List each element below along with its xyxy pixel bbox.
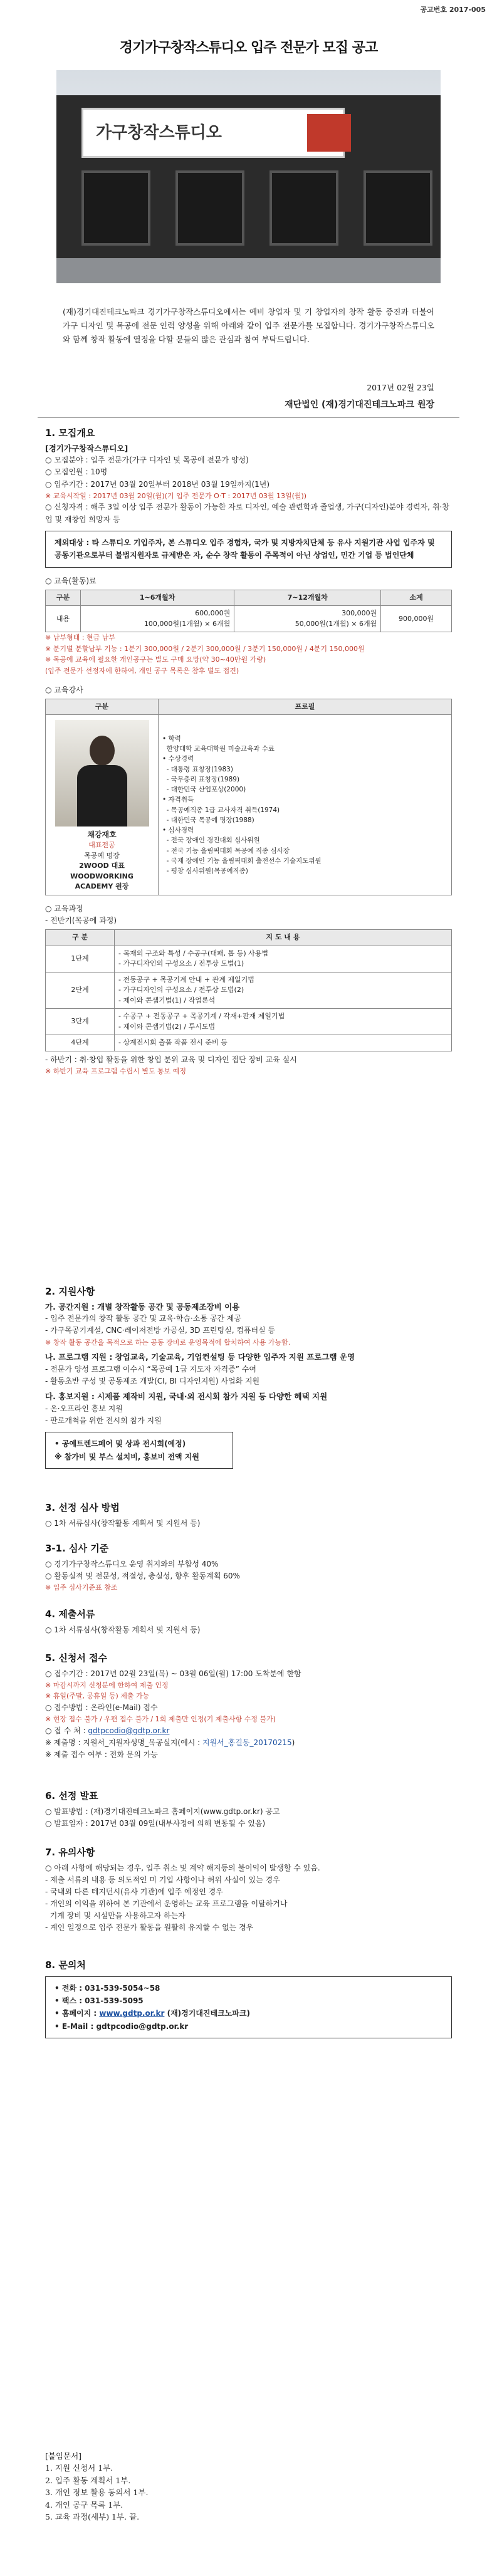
- fee-note: (입주 전문가 선정자에 한하여, 개인 공구 목록은 참후 별도 접견): [45, 667, 239, 675]
- application-note: ※ 마감시까지 신청분에 한하여 제출 인정: [45, 1681, 169, 1689]
- studio-sign: 가구창작스튜디오: [81, 108, 345, 158]
- curriculum-note: ※ 하반기 교육 프로그램 수립시 별도 통보 예정: [45, 1066, 186, 1075]
- table-cell: 900,000원: [381, 606, 452, 632]
- profile-line: - 국제 장애인 기능 올림픽대회 출전선수 기술지도위원: [162, 857, 322, 865]
- table-header: 프로필: [159, 699, 452, 715]
- support-item: 나. 프로그램 지원 : 창업교육, 기술교육, 기업컨설팅 등 다양한 입주자 지원 프로그램 운영: [45, 1352, 355, 1362]
- content-cell: - 수공구 + 전동공구 + 목공기계 / 각재+판재 제일기법 - 제이와 콘셉기법(2) / 투시도법: [115, 1009, 452, 1035]
- content-cell: - 전동공구 + 목공기계 안내 + 관계 제일기법 - 가구디자인의 구성요소 / 전투상 도법(2) - 제이와 콘셉기법(1) / 작업론석: [115, 972, 452, 1009]
- application-line: ※ 제출 접수 여부 : 전화 문의 가능: [45, 1750, 158, 1760]
- overview-line: ○ 입주기간 : 2017년 03월 20일부터 2018년 03월 19일까지(1년): [45, 479, 270, 489]
- criteria-line: ○ 경기가구창작스튜디오 운영 취지와의 부합성 40%: [45, 1559, 219, 1568]
- section-criteria: [45, 1541, 452, 1593]
- section-support: [45, 1285, 452, 1469]
- filename-line: [45, 1737, 452, 1749]
- homepage-end: (재)경기대진테크노파크): [164, 2009, 250, 2018]
- table-header: 구분: [46, 590, 81, 606]
- instructor-title: ACADEMY 원장: [75, 882, 129, 891]
- precaution-line: - 제출 서류의 내용 등 의도적인 미 기입 사항이나 허위 사실이 있는 경우: [45, 1875, 280, 1884]
- precaution-line: ○ 아래 사항에 해당되는 경우, 입주 취소 및 계약 해지등의 불이익이 발생할 수 있음.: [45, 1863, 320, 1872]
- application-line: ○ 접수방법 : 온라인(e-Mail) 접수: [45, 1703, 158, 1712]
- instructor-title: 2WOOD 대표: [79, 862, 125, 870]
- screening-line: ○ 1차 서류심사(창작활동 계획서 및 지원서 등): [45, 1518, 201, 1528]
- contact-fax: • 팩스 : 031-539-5095: [55, 1996, 144, 2005]
- precaution-line: - 계인 일정으로 입주 전문가 활동을 원활히 유지할 수 없는 경우: [45, 1923, 254, 1932]
- fee-label: ○ 교육(활동)료: [45, 576, 97, 585]
- section-application: [45, 1651, 452, 1761]
- attachment-item: 5. 교육 과정(세부) 1부. 끝.: [45, 2511, 140, 2521]
- intro-text: (재)경기대진테크노파크 경기가구창작스튜디오에서는 예비 창업자 및 기 창업자의 창작 활동 증진과 더불어 가구 디자인 및 목공에 전문 인력 양성을 위해 아래와 같이 입주 전문가를 모집합니다. 경기가구창작스튜디오와 함께 창작 활동에 열정을 다할 분들의 많은 관심과 참여 부탁드립니다.: [63, 307, 434, 344]
- profile-line: - 전국 기능 올림픽대회 목공예 직종 심사장: [162, 847, 290, 855]
- table-cell: 300,000원 50,000원(1개월) × 6개월: [234, 606, 381, 632]
- instructor-profile: [159, 715, 452, 895]
- attachment-item: 2. 입주 활동 계획서 1부.: [45, 2475, 131, 2485]
- section-heading: 1. 모집개요: [45, 427, 95, 439]
- section-heading: 5. 신청서 접수: [45, 1652, 108, 1664]
- curriculum-note: - 하반기 : 취·창업 활동을 위한 창업 분위 교육 및 디자인 접단 장비 교육 실시: [45, 1055, 297, 1064]
- section-overview: [45, 426, 452, 1077]
- exclusion-box: 제외대상 : 타 스튜디오 기입주자, 본 스튜디오 입주 경험자, 국가 및 지방자치단체 등 유사 지원기관 사업 입주자 및 공동기관으로부터 불법지원자로 규제받은 자, 순수 창작 활동이 주목적이 아닌 상업인, 민간 기업 등 법인단체: [45, 531, 452, 568]
- stage-cell: 2단계: [46, 972, 115, 1009]
- curriculum-table: [45, 929, 452, 1051]
- profile-line: - 목공예직종 1급 교사자격 취득(1974): [162, 806, 280, 814]
- profile-line: - 전국 장애인 경진대회 심사위원: [162, 837, 260, 845]
- fee-note: ※ 분기별 분할납부 기능 : 1분기 300,000원 / 2분기 300,000원 / 3분기 150,000원 / 4분기 150,000원: [45, 644, 365, 653]
- support-item: 다. 홍보지원 : 시제품 제작비 지원, 국내·외 전시회 참가 지원 등 다양한 혜택 지원: [45, 1392, 328, 1402]
- page-title: 경기가구창작스튜디오 입주 전문가 모집 공고: [119, 40, 378, 56]
- section-heading: 3-1. 심사 기준: [45, 1543, 109, 1554]
- curriculum-subtitle: - 전반기(목공에 과정): [45, 916, 117, 925]
- section-precautions: [45, 1845, 452, 1934]
- overview-line: ○ 모집분야 : 입주 전문가(가구 디자인 및 목공에 전문가 양성): [45, 456, 249, 465]
- section-documents: [45, 1607, 452, 1636]
- table-header: 7~12개월차: [234, 590, 381, 606]
- submission-email-link[interactable]: gdtpcodio@gdtp.or.kr: [88, 1726, 170, 1735]
- homepage-link[interactable]: www.gdtp.or.kr: [99, 2009, 165, 2018]
- profile-line: • 심사경력: [162, 827, 194, 835]
- table-header: 1~6개월차: [80, 590, 234, 606]
- support-line: - 입주 전문가의 창작 활동 공간 및 교육·학습·소통 공간 제공: [45, 1314, 241, 1323]
- profile-line: - 대한민국 산업포상(2000): [162, 786, 246, 794]
- organization-name: 재단법인 (재)경기대진테크노파크 원장: [285, 400, 434, 410]
- instructor-cell: [46, 715, 159, 895]
- instructor-title: 목공예 명장: [84, 851, 120, 860]
- table-cell: 600,000원 100,000원(1개월) × 6개월: [80, 606, 234, 632]
- homepage-label: • 홈페이지 :: [55, 2009, 100, 2018]
- attachments-title: [붙임문서]: [45, 2451, 82, 2461]
- contact-phone: • 전화 : 031-539-5054~58: [55, 1983, 160, 1993]
- criteria-line: ○ 활동실적 및 전문성, 적절성, 충실성, 향후 활동계획 60%: [45, 1571, 240, 1580]
- exhibition-box: [45, 1432, 233, 1469]
- precaution-line: - 국내외 다른 테지던시(유사 기관)에 입주 예정인 경우: [45, 1887, 223, 1896]
- precaution-line: 기계 장비 및 시설만을 사용하고자 하는자: [45, 1911, 186, 1921]
- announcement-line: ○ 발표방법 : (재)경기대진테크노파크 홈페이지(www.gdtp.or.kr) 공고: [45, 1807, 280, 1816]
- instructor-table: [45, 699, 452, 895]
- curriculum-label: ○ 교육과정: [45, 904, 83, 913]
- email-label: ○ 접 수 처 :: [45, 1726, 88, 1735]
- instructor-label: ○ 교육강사: [45, 685, 83, 694]
- email-line: [45, 1725, 452, 1737]
- filename-example: 지원서_홍길동_20170215: [202, 1738, 292, 1747]
- notice-date: 2017년 02월 23일: [367, 383, 434, 392]
- section-screening: [45, 1501, 452, 1530]
- stage-cell: 4단계: [46, 1035, 115, 1051]
- overview-line: ○ 모집인원 : 10명: [45, 467, 108, 477]
- section-heading: 7. 유의사항: [45, 1847, 95, 1858]
- section-heading: 4. 제출서류: [45, 1609, 95, 1620]
- notice-number: 공고번호 2017-005: [420, 6, 486, 14]
- section-heading: 6. 선정 발표: [45, 1790, 98, 1802]
- content-cell: - 목재의 구조와 특성 / 수공구(대패, 톱 등) 사용법 - 가구디자인의 구성요소 / 전투상 도법(1): [115, 946, 452, 972]
- section-heading: 8. 문의처: [45, 1959, 86, 1971]
- support-line: - 온·오프라인 홍보 지원: [45, 1404, 123, 1414]
- section-contact: [45, 1958, 452, 2038]
- support-item: 가. 공간지원 : 개별 창작활동 공간 및 공동제조장비 이용: [45, 1301, 240, 1311]
- application-note: ※ 현장 접수 불가 / 우편 접수 불가 / 1회 제출만 인정(기 제출사항 수정 불가): [45, 1715, 276, 1724]
- exhibition-line: ※ 참가비 및 부스 설치비, 홍보비 전액 지원: [55, 1452, 199, 1461]
- profile-line: • 수상경력: [162, 755, 194, 763]
- table-header: 소계: [381, 590, 452, 606]
- overview-line: ○ 신청자격 : 해주 3일 이상 입주 전문가 활동이 가능한 자로 디자인, 예술 관련학과 졸업생, 가구(디자인)분야 경력자, 취·창업 및 재창업 희망자 등: [45, 503, 449, 524]
- profile-line: - 대한민국 목공예 명장(1988): [162, 816, 254, 824]
- filename-end: ): [291, 1738, 295, 1747]
- section-heading: 2. 지원사항: [45, 1286, 95, 1297]
- precaution-line: - 개인의 이익을 위하여 본 기관에서 운영하는 교육 프로그램을 이탈하거나: [45, 1899, 288, 1909]
- table-header: 구 분: [46, 930, 115, 946]
- filename-label: ※ 제출명 : 지원서_지원자성명_목공실지(예시 :: [45, 1738, 202, 1747]
- section-heading: 3. 선정 심사 방법: [45, 1502, 120, 1513]
- table-cell: 내용: [46, 606, 81, 632]
- exhibition-line: • 공예트렌드페어 및 상과 전시회(예정): [55, 1439, 186, 1449]
- studio-logo: [307, 114, 351, 152]
- profile-line: - 평창 심사위원(목공예직종): [162, 867, 248, 875]
- application-note: ※ 휴일(주말, 공휴일 등) 제출 가능: [45, 1692, 150, 1701]
- support-note: ※ 창작 활동 공간을 목적으로 하는 공동 장비로 운영목적에 합치하여 사용 가능함.: [45, 1338, 291, 1347]
- profile-line: - 대통령 표창장(1983): [162, 765, 233, 773]
- profile-line: • 학력: [162, 734, 181, 743]
- support-line: - 전문가 양성 프로그램 이수시 “목공예 1급 지도자 자격증” 수여: [45, 1364, 256, 1374]
- documents-line: ○ 1차 서류심사(창작활동 계획서 및 지원서 등): [45, 1625, 201, 1634]
- application-line: ○ 접수기간 : 2017년 02월 23일(목) ~ 03월 06일(월) 17:00 도착분에 한함: [45, 1669, 301, 1678]
- instructor-photo: [55, 720, 149, 827]
- divider: [38, 417, 459, 418]
- contact-homepage: [55, 2007, 442, 2020]
- support-line: - 활동초반 구성 및 공동제조 개발(CI, BI 디자인지원) 사업화 지원: [45, 1377, 260, 1386]
- instructor-name: 채강재호: [87, 830, 117, 840]
- stage-cell: 3단계: [46, 1009, 115, 1035]
- attachments: [45, 2450, 148, 2523]
- contact-box: [45, 1976, 452, 2039]
- attachment-item: 3. 개인 정보 활용 동의서 1부.: [45, 2488, 149, 2498]
- fee-note: ※ 납부형태 : 현금 납부: [45, 634, 115, 642]
- content-cell: - 상계전시회 출품 작품 전시 준비 등: [115, 1035, 452, 1051]
- attachment-item: 4. 개인 공구 목록 1부.: [45, 2500, 123, 2510]
- overview-note: ※ 교육시작일 : 2017년 03월 20일(월)(기 입주 전문가 O·T : 2017년 03월 13일(월)): [45, 491, 307, 500]
- announcement-line: ○ 발표일자 : 2017년 03월 09일(내부사정에 의해 변동될 수 있음): [45, 1818, 266, 1828]
- attachment-item: 1. 지원 신청서 1부.: [45, 2463, 113, 2473]
- studio-building-photo: [56, 70, 441, 283]
- profile-line: • 자격취득: [162, 796, 194, 804]
- section-announcement: [45, 1789, 452, 1830]
- contact-email: • E-Mail : gdtpcodio@gdtp.or.kr: [55, 2021, 189, 2031]
- stage-cell: 1단계: [46, 946, 115, 972]
- criteria-note: ※ 입주 심사기준표 참조: [45, 1583, 118, 1592]
- profile-line: 한양대학 교육대학원 미술교육과 수료: [162, 744, 275, 753]
- support-line: - 판로개척을 위한 전시회 참가 지원: [45, 1416, 162, 1426]
- table-header: 구분: [46, 699, 159, 715]
- table-header: 지 도 내 용: [115, 930, 452, 946]
- support-line: - 가구목공기계설, CNC·레이저전방 가공실, 3D 프린팅실, 컴퓨터실 등: [45, 1326, 276, 1335]
- studio-subheading: [경기가구창작스튜디오]: [45, 443, 128, 453]
- instructor-title: WOODWORKING: [70, 872, 133, 880]
- profile-line: - 국무총리 표창장(1989): [162, 775, 240, 783]
- fee-table: [45, 590, 452, 633]
- fee-note: ※ 목공에 교육에 필요한 개인공구는 별도 구매 요망(약 30~40만원 가량): [45, 655, 266, 664]
- instructor-title: 대표전공: [88, 841, 115, 850]
